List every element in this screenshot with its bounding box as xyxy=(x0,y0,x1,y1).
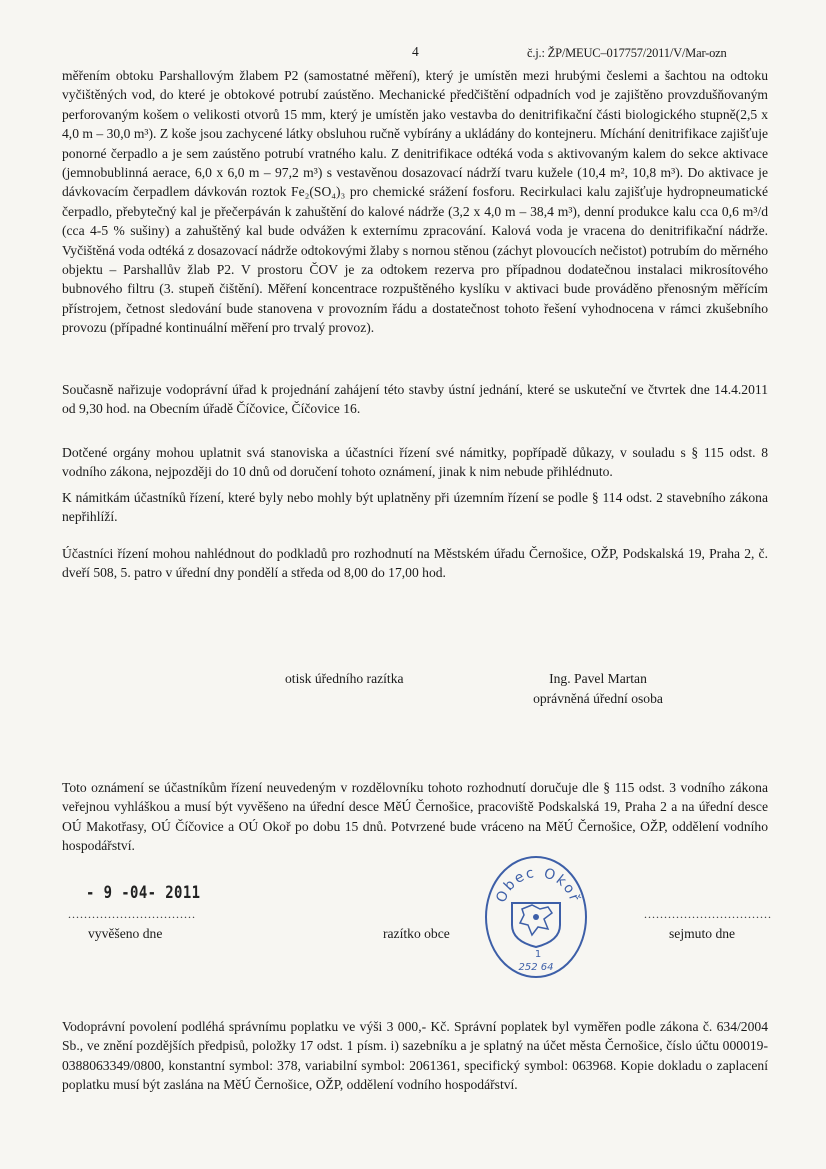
seal-coat-of-arms-icon xyxy=(512,903,560,947)
official-stamp-label: otisk úředního razítka xyxy=(285,671,404,686)
seal-text: Obec Okoř xyxy=(493,864,583,905)
posted-date-line: ................................ xyxy=(68,907,196,921)
fee-paragraph: Vodoprávní povolení podléhá správnímu poplatku ve výši 3 000,- Kč. Správní poplatek byl vyměřen podle zákona č. 634/2004 Sb., ve znění pozdějších předpisů, položky 17 odst. 1 písm. i) sazebníku a je splatný na účet města Černošice, číslo účtu 000019-0388063349/0800, konstantní symbol: 378, variabilní symbol: 2061361, specifický symbol: 063968. Kopie dokladu o zaplacení poplatku musí být zaslána na MěÚ Černošice, OŽP, oddělení vodního hospodářství. xyxy=(62,1019,768,1093)
posted-date-stamp: - 9 -04- 2011 xyxy=(86,883,201,903)
seal-number: 1 xyxy=(534,949,542,960)
public-notice-paragraph: Toto oznámení se účastníkům řízení neuvedeným v rozdělovníku tohoto rozhodnutí doručuje dle § 115 odst. 3 vodního zákona veřejnou vyhláškou a musí být vyvěšeno na úřední desce MěÚ Černošice, pracoviště Podskalská 19, Praha 2 a na úřední desce OÚ Makotřasy, OÚ Číčovice a OÚ Okoř po dobu 15 dnů. Potvrzené bude vráceno na MěÚ Černošice, OŽP, oddělení vodního hospodářství. xyxy=(62,780,768,854)
territorial-paragraph: K námitkám účastníků řízení, které byly nebo mohly být uplatněny při územním řízení se podle § 114 odst. 2 stavebního zákona nepřihlíží. xyxy=(62,490,768,525)
posted-label: vyvěšeno dne xyxy=(88,926,163,941)
description-paragraph: měřením obtoku Parshallovým žlabem P2 (samostatné měření), který je umístěn mezi hrubými česlemi a šachtou na odtoku vyčištěných vod, do které je obtokové potrubí zaústěno. Mechanické předčištění odpadních vod je zajištěno provzdušňovaným perforovaným košem o velikosti otvorů 15 mm, který je umístěn jako vestavba do denitrifikační části biologického stupně(2,5 x 4,0 m – 30,0 m³). Z koše jsou zachycené látky obsluhou ručně vybírány a ukládány do kontejneru. Míchání denitrifikace zajišťuje ponorné čerpadlo a je sem zaústěno potrubí vratného kalu. Z denitrifikace odtéká voda s aktivovaným kalem do sekce aktivace (jemnobublinná aerace, 6,0 x 6,0 m – 97,2 m³) s vestavěnou dosazovací nádrží tvaru kužele (10,4 m², 10,8 m³). Do aktivace je dávkovacím čerpadlem dávkován roztok Fe₂(SO₄)₃ pro chemické srážení fosforu. Recirkulaci kalu zajišťuje hydropneumatické čerpadlo, přebytečný kal je přečerpáván k zahuštění do kalové nádrže (3,2 x 4,0 m – 38,4 m³), denní produkce kalu cca 0,6 m³/d (cca 4-5 % sušiny) a zahuštěný kal bude odvážen k externímu zpracování. Kalová voda je vracena do denitrifikační nádrže. Vyčištěná voda odtéká z dosazovací nádrže odtokovými žlaby s nornou stěnou (záchyt plovoucích nečistot) potrubím do měrného objektu – Parshallův žlab P2. V prostoru ČOV je za odtokem rezerva pro případnou dodatečnou instalaci mikrosítového bubnového filtru (3. stupeň čištění). Měření koncentrace rozpuštěného kyslíku v aktivaci bude prováděno přenosným měřícím přístrojem, četnost sledování bude stanovena v provozním řádu a dostatečnost tohoto řešení vyhodnocena v rámci zkušebního provozu (případné kontinuální měření pro trvalý provoz). xyxy=(62,68,768,336)
documents-paragraph: Účastníci řízení mohou nahlédnout do podkladů pro rozhodnutí na Městském úřadu Černošice, OŽP, Podskalská 19, Praha 2, č. dveří 508, 5. patro v úřední dny pondělí a středa od 8,00 do 17,00 hod. xyxy=(62,546,768,581)
seal-code: 252 64 xyxy=(518,962,554,973)
removed-label: sejmuto dne xyxy=(669,926,736,941)
municipal-stamp-label: razítko obce xyxy=(383,926,450,941)
removed-date-line: ................................ xyxy=(644,907,772,921)
page-number: 4 xyxy=(412,44,419,59)
municipal-seal xyxy=(482,853,590,983)
signatory-name: Ing. Pavel Martan xyxy=(549,671,647,686)
objections-paragraph: Dotčené orgány mohou uplatnit svá stanoviska a účastníci řízení své námitky, popřípadě důkazy, v souladu s § 115 odst. 8 vodního zákona, nejpozději do 10 dnů od doručení tohoto oznámení, jinak k nim nebude přihlédnuto. xyxy=(62,445,768,480)
signatory-role: oprávněná úřední osoba xyxy=(533,691,663,706)
reference-number: č.j.: ŽP/MEUC–017757/2011/V/Mar-ozn xyxy=(527,46,727,60)
hearing-paragraph: Současně nařizuje vodoprávní úřad k projednání zahájení této stavby ústní jednání, které se uskuteční ve čtvrtek dne 14.4.2011 od 9,30 hod. na Obecním úřadě Číčovice, Číčovice 16. xyxy=(62,382,768,417)
signatory-block xyxy=(508,669,688,709)
